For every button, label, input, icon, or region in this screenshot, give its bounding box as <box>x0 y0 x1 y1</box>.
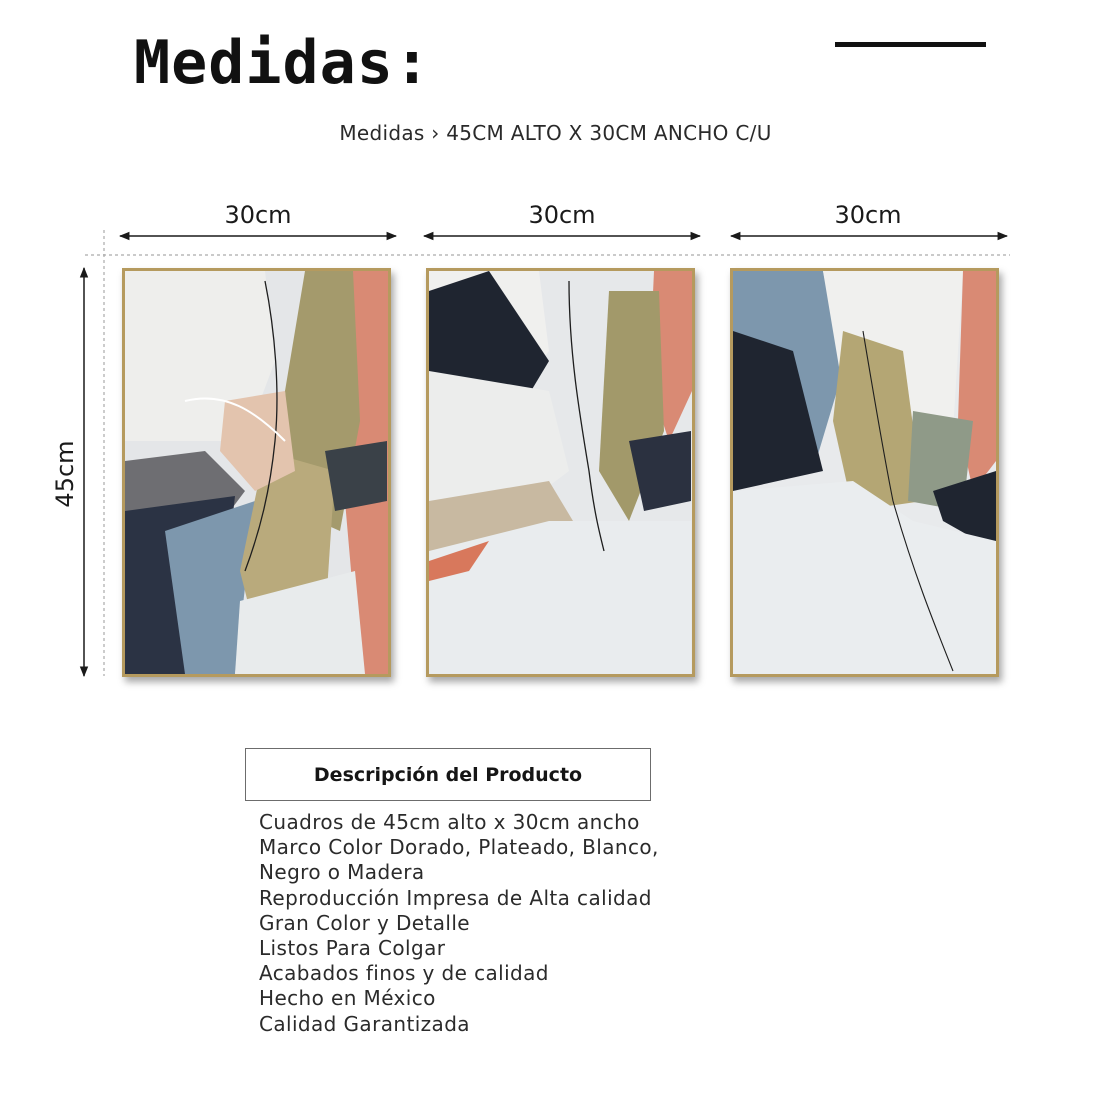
list-item: Listos Para Colgar <box>259 936 446 961</box>
list-item: Reproducción Impresa de Alta calidad <box>259 885 652 910</box>
list-item: Hecho en México <box>259 986 436 1011</box>
list-item: Acabados finos y de calidad <box>259 961 549 986</box>
width-label-2: 30cm <box>528 201 596 229</box>
artwork-panel-3 <box>730 268 999 677</box>
subtitle: Medidas › 45CM ALTO X 30CM ANCHO C/U <box>339 121 772 145</box>
width-label-1: 30cm <box>224 201 292 229</box>
page-title: Medidas: <box>134 28 431 98</box>
list-item: Negro o Madera <box>259 860 425 885</box>
list-item: Cuadros de 45cm alto x 30cm ancho <box>259 810 640 834</box>
list-item: Calidad Garantizada <box>259 1011 470 1036</box>
width-label-3: 30cm <box>834 201 902 229</box>
artwork-panel-1 <box>122 268 391 677</box>
list-item: Marco Color Dorado, Plateado, Blanco, <box>259 835 659 860</box>
list-item: Gran Color y Detalle <box>259 910 470 935</box>
height-label: 45cm <box>51 440 79 508</box>
artwork-panel-2 <box>426 268 695 677</box>
description-list <box>259 810 659 1037</box>
description-heading: Descripción del Producto <box>245 748 651 801</box>
